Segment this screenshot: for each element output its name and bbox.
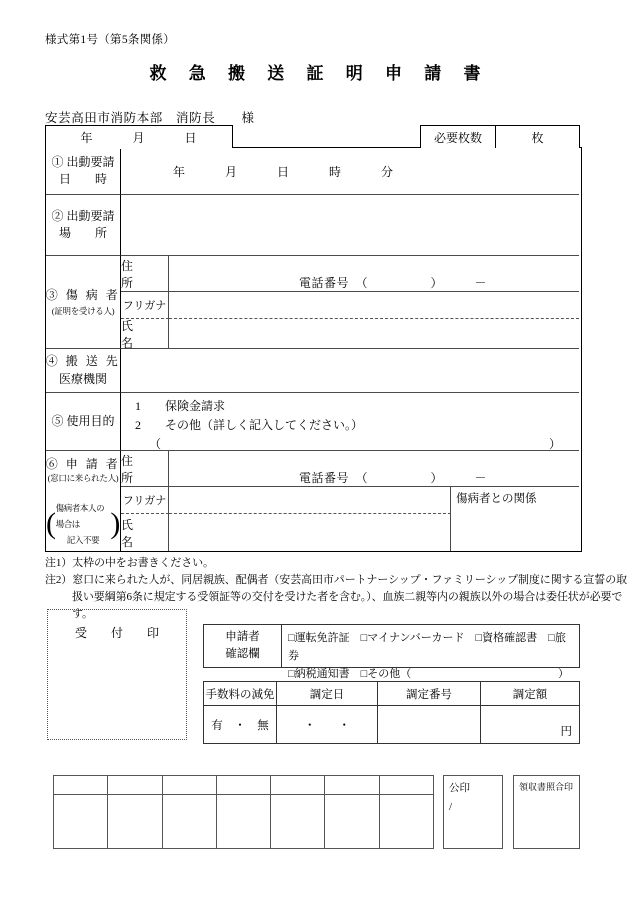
fee-value-0[interactable]: 有 ・ 無	[204, 706, 277, 744]
bottom-grid-header-cell[interactable]	[54, 776, 108, 794]
fee-assessment-table	[203, 681, 580, 744]
id-confirm-header	[204, 625, 282, 667]
note-close-paren: )	[110, 507, 120, 541]
bottom-grid[interactable]	[53, 775, 434, 849]
row4-label	[46, 349, 121, 393]
bottom-grid-body-cell[interactable]	[380, 795, 433, 848]
row3-address-label: 住 所	[121, 256, 169, 292]
official-seal-label: 公印	[449, 783, 470, 794]
row3-name-value[interactable]	[169, 319, 579, 349]
bottom-grid-body-cell[interactable]	[108, 795, 162, 848]
row6-number: ⑥	[45, 457, 61, 471]
row2-label-line1: 出動要請	[66, 208, 115, 223]
receipt-stamp-box[interactable]	[47, 609, 187, 740]
row5-option-1[interactable]: 1 保険金請求	[135, 399, 226, 413]
bottom-grid-body-cell[interactable]	[271, 795, 325, 848]
bottom-grid-header-cell[interactable]	[380, 776, 433, 794]
row6-address-value[interactable]	[169, 451, 579, 487]
note-open-paren: (	[46, 507, 56, 541]
row3-label	[46, 256, 121, 349]
copies-unit[interactable]: 枚	[531, 130, 544, 145]
official-seal-box[interactable]	[443, 775, 503, 849]
fee-value-2[interactable]	[378, 706, 481, 744]
fee-value-3[interactable]: 円	[481, 706, 580, 744]
row6-label	[46, 451, 121, 551]
row3-phone-label: 電話番号 （ ） －	[299, 276, 488, 290]
bottom-grid-body-cell[interactable]	[54, 795, 108, 848]
row5-options	[121, 393, 579, 451]
row6-relation[interactable]	[451, 487, 579, 551]
row6-name-label: 氏 名	[121, 514, 169, 551]
row3-name-label: 氏 名	[121, 319, 169, 349]
addressee: 安芸高田市消防本部 消防長 様	[45, 111, 255, 125]
fee-table-value-row	[204, 706, 580, 744]
date-header-label: 年 月 日	[80, 130, 198, 145]
row5-close-paren: ）	[548, 437, 561, 452]
row6-sublabel: (窓口に来られた人)	[47, 473, 119, 483]
bottom-grid-header-row	[54, 776, 433, 795]
id-confirm-header-line1: 申請者	[225, 630, 260, 643]
row5-option-2[interactable]: 2 その他（詳しく記入してください。）	[135, 418, 364, 433]
receipt-stamp-label: 受 付 印	[74, 626, 165, 640]
row3-sublabel: (証明を受ける人)	[51, 305, 115, 316]
row3-furigana-value[interactable]	[169, 292, 579, 319]
row6-note-line1: 傷病者本人の場合は	[55, 503, 105, 530]
main-form-table	[45, 147, 582, 552]
row6-phone-label: 電話番号 （ ） －	[299, 471, 488, 485]
form-code: 様式第1号（第5条関係）	[45, 34, 176, 46]
row1-value[interactable]: 年 月 日 時 分	[121, 148, 579, 195]
id-confirm-options	[282, 625, 579, 681]
row5-number: ⑤	[51, 413, 64, 428]
bottom-grid-body-row	[54, 795, 433, 848]
page-title: 救 急 搬 送 証 明 申 請 書	[149, 64, 490, 83]
fee-header-0: 手数料の減免	[204, 682, 277, 706]
row3-address-value[interactable]	[169, 256, 579, 292]
bottom-grid-header-cell[interactable]	[108, 776, 162, 794]
row6-relation-label: 傷病者との関係	[456, 493, 537, 505]
id-confirm-options-row-1[interactable]: □運転免許証 □マイナンバーカード □資格確認書 □旅券	[288, 632, 566, 663]
row6-furigana-label: フリガナ	[121, 487, 169, 514]
row1-label-line1: 出動要請	[66, 154, 115, 169]
row5-label-text: 使用目的	[66, 413, 115, 428]
row3-label-text: 傷 病 者	[65, 288, 121, 303]
note-2-line-2: 扱い要綱第6条に規定する受領証等の交付を受けた者を含む。）、血族二親等内の親族以外の場合は委任状が必要です。	[72, 591, 623, 621]
row4-value[interactable]	[121, 349, 579, 393]
row6-note	[46, 500, 120, 548]
id-confirm-other-close-paren: ）	[558, 668, 569, 681]
row1-label	[46, 148, 121, 195]
bottom-grid-header-cell[interactable]	[217, 776, 271, 794]
row2-number: ②	[51, 208, 64, 223]
date-header-box[interactable]	[45, 125, 233, 148]
fee-header-3: 調定額	[481, 682, 580, 706]
bottom-grid-body-cell[interactable]	[217, 795, 271, 848]
bottom-grid-body-cell[interactable]	[163, 795, 217, 848]
row3-furigana-label: フリガナ	[121, 292, 169, 319]
fee-header-2: 調定番号	[378, 682, 481, 706]
row5-open-paren: （	[149, 437, 162, 452]
bottom-grid-header-cell[interactable]	[325, 776, 379, 794]
row4-label-line1: 搬 送 先	[65, 354, 121, 369]
bottom-grid-body-cell[interactable]	[325, 795, 379, 848]
row1-number: ①	[51, 154, 64, 169]
copies-box[interactable]	[420, 125, 580, 148]
applicant-id-confirm-table	[203, 624, 580, 681]
official-seal-slash: /	[449, 800, 453, 813]
row4-number: ④	[45, 354, 61, 369]
copies-label: 必要枚数	[421, 126, 496, 148]
note-2-line-1: 注2）窓口に来られた人が、同居親族、配偶者（安芸高田市パートナーシップ・ファミリーシップ制度に関する宣誓の取	[45, 574, 627, 586]
row6-name-value[interactable]	[169, 514, 451, 551]
receipt-seal-label: 領収書照合印	[519, 782, 574, 792]
row6-note-line2: 記入不要	[66, 535, 100, 546]
id-confirm-header-line2: 確認欄	[225, 648, 260, 660]
row2-label-line2: 場 所	[58, 226, 107, 240]
id-confirm-options-row-2-text: □納税通知書 □その他（	[288, 668, 412, 681]
receipt-verification-seal-box[interactable]	[513, 775, 580, 849]
bottom-grid-header-cell[interactable]	[163, 776, 217, 794]
fee-table-header-row	[204, 682, 580, 706]
row1-label-line2: 日 時	[58, 172, 107, 186]
note-1: 注1）太枠の中をお書きください。	[45, 557, 214, 569]
row5-label	[46, 393, 121, 451]
fee-header-1: 調定日	[277, 682, 378, 706]
row2-value[interactable]	[121, 195, 579, 256]
row3-number: ③	[45, 288, 61, 303]
row6-label-text: 申 請 者	[65, 457, 121, 471]
row2-label	[46, 195, 121, 256]
row6-address-label: 住 所	[121, 451, 169, 487]
fee-value-1[interactable]: ・ ・	[277, 706, 378, 744]
bottom-grid-header-cell[interactable]	[271, 776, 325, 794]
row4-label-line2: 医療機関	[58, 371, 107, 386]
row6-furigana-value[interactable]	[169, 487, 451, 514]
